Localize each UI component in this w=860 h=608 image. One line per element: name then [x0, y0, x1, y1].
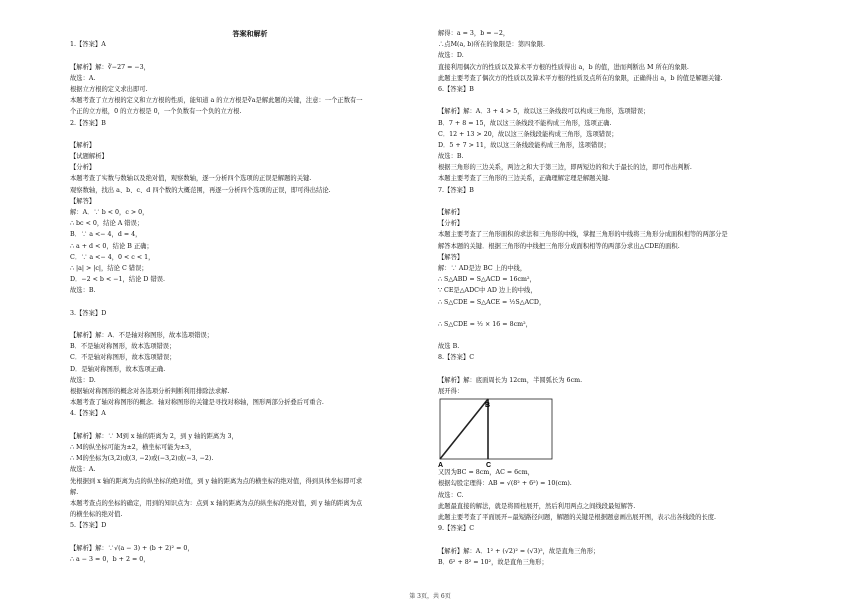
left-line: 【解析】解：A．不是轴对称图形，故本选项错误； — [70, 332, 214, 340]
left-line: 本题考查了轴对称图形的概念．轴对称图形的关键是寻找对称轴，图形两部分折叠后可重合. — [70, 399, 324, 407]
right_top-line — [438, 308, 810, 319]
left-line — [70, 420, 430, 431]
left-line: 【分析】 — [70, 164, 96, 172]
right_top-line: 【解析】解：A．3 + 4 > 5，故以这三条线段可以构成三角形，选项错误； — [438, 108, 650, 116]
right_bottom-line: 此题主要考查了平面展开−最短路径问题，解题的关键是根据题意画出展开图，表示出各线段的长度. — [438, 513, 717, 521]
point-label-a: A — [438, 462, 444, 468]
right_top-line: C．12 + 13 > 20，故以这三条线段能构成三角形，选项错误； — [438, 130, 618, 138]
right_top-line: 8.【答案】C — [438, 354, 475, 362]
right_top-line: ∵ CE是△ADC中 AD 边上的中线， — [438, 287, 537, 295]
right_bottom-line: 【解析】解：A．1² + (√2)² = (√3)²，故是直角三角形； — [438, 547, 600, 555]
left-line: ∴ a + d < 0，结论 B 正确； — [70, 242, 153, 250]
left-line: ∴ bc < 0，结论 A 错误； — [70, 220, 144, 228]
left-line: 观察数轴，找出 a、b、c、d 四个数的大概范围，再逐一分析四个选项的正误，即可得出结论. — [70, 186, 331, 194]
point-label-c: C — [486, 462, 492, 468]
right_bottom-line: 9.【答案】C — [438, 525, 475, 533]
right-column — [438, 28, 810, 568]
point-label-b: B — [485, 402, 491, 410]
right_top-line: 展开得： — [438, 388, 464, 395]
right_top-line: 【解答】 — [438, 253, 464, 261]
right_top-line — [438, 364, 810, 375]
right_top-line: 本题主要考查了三角形的三边关系，正确理解定理是解题关键. — [438, 175, 611, 183]
right_top-line: 【解析】解：底面周长为 12cm，半圆弧长为 6cm. — [438, 376, 583, 384]
left-line — [70, 129, 430, 140]
left-column — [70, 28, 430, 565]
unfold-segment-ab — [440, 399, 491, 459]
left-line: 先根据到 x 轴的距离为点的纵坐标的绝对值，到 y 轴的距离为点的横坐标的绝对值，得到具体坐标即可求 — [70, 477, 363, 485]
right_top-line: B．7 + 8 = 15，故以这三条线段不能构成三角形，选项正确. — [438, 119, 612, 127]
left-line — [70, 297, 430, 308]
left-line: 3.【答案】D — [70, 309, 107, 317]
left-line: 【解析】解：∵√(a − 3) + (b + 2)² = 0， — [70, 544, 194, 552]
left-line: 5.【答案】D — [70, 522, 107, 530]
left-line: 故选：A. — [70, 466, 96, 474]
unfolded-cylinder-figure — [438, 397, 558, 467]
left-line: 【解答】 — [70, 197, 96, 205]
left-line: 【解析】 — [70, 141, 96, 149]
unfold-rect-right — [488, 399, 552, 459]
left-line: 【试题解析】 — [70, 153, 108, 161]
right_top-line: 根据三角形的三边关系，两边之和大于第三边，即两短边的和大于最长的边，即可作出判断. — [438, 164, 692, 172]
right_top-line: ∴ S△CDE = ½ × 16 = 8cm²， — [438, 320, 532, 328]
right_top-line: 【分析】 — [438, 220, 464, 228]
left-line: 根据轴对称图形的概念对各选项分析判断利用排除法求解. — [70, 388, 230, 395]
left-line: 本题考查了实数与数轴以及绝对值，观察数轴，逐一分析四个选项的正误是解题的关键. — [70, 175, 312, 183]
left-line: 故选：B. — [70, 287, 96, 295]
right_top-line — [438, 330, 810, 341]
right_bottom-line: 又因为BC = 8cm，AC = 6cm， — [438, 469, 534, 477]
left-line: 1.【答案】A — [70, 41, 106, 49]
right_top-line: 故选 B. — [438, 343, 460, 351]
left-line: ∴ M的坐标为(3,2)或(3, −2)或(−3,2)或(−3, −2). — [70, 455, 214, 463]
left-line: 【解析】解：∛−27 = −3， — [70, 63, 150, 71]
left-line: 解：A．∵ b < 0，c > 0， — [70, 209, 149, 216]
left-line: 的横坐标的绝对值. — [70, 511, 123, 519]
right_top-line: 故选：D. — [438, 52, 464, 60]
left-line: 【解析】解：∵ M到 x 轴的距离为 2，到 y 轴的距离为 3， — [70, 432, 238, 440]
right_top-line: D．5 + 7 > 11，故以这三条线段能构成三角形，选项错误； — [438, 141, 610, 149]
right_top-line: 直接利用偶次方的性质以及算术平方根的性质得出 a，b 的值，进而判断出 M 所在的象限. — [438, 63, 689, 71]
left-line: ∴ |a| > |c|，结论 C 错误； — [70, 264, 148, 272]
right_top-line: ∴点M(a, b)所在的象限是：第四象限. — [438, 41, 546, 49]
right_bottom-line: 此题最直接的解法，就是将圆柱展开，然后利用两点之间线段最短解答. — [438, 502, 636, 510]
right_top-line: 7.【答案】B — [438, 186, 474, 194]
right_top-line: 解得：a = 3，b = −2， — [438, 30, 510, 37]
left-line: B．不是轴对称图形，故本选项错误； — [70, 343, 176, 351]
left-line: 本题考查点的坐标的确定，用到的知识点为：点到 x 轴的距离为点的纵坐标的绝对值，到 y 轴的距离为点 — [70, 499, 363, 507]
right_top-line: 解答本题的关键．根据三角形的中线把三角形分成面积相等的两部分求出△CDE的面积. — [438, 242, 680, 250]
left-line — [70, 531, 430, 542]
right_top-line: 【解析】 — [438, 209, 464, 216]
left-line: 故选：D. — [70, 376, 96, 384]
right_top-line: ∴ S△ABD = S△ACD = 16cm²， — [438, 276, 536, 284]
left-line — [70, 319, 430, 330]
left-line: 根据立方根的定义求出即可. — [70, 85, 148, 93]
right_bottom-line — [438, 534, 810, 545]
right_top-line: 本题主要考查了三角形面积的求法和三角形的中线，掌握三角形的中线将三角形分成面积相等的两部分是 — [438, 231, 728, 239]
left-line: ∴ a − 3 = 0，b + 2 = 0， — [70, 555, 150, 563]
left-line: D．是轴对称图形，故本选项正确. — [70, 365, 166, 373]
right_bottom-line: 故选：C. — [438, 491, 464, 499]
right_top-line: ∴ S△CDE = S△ACE = ½S△ACD， — [438, 298, 546, 306]
left-line — [70, 50, 430, 61]
left-line: 个正的立方根，0 的立方根是 0，一个负数有一个负的立方根. — [70, 108, 242, 116]
left-line: B．∵ a <− 4，d = 4， — [70, 231, 142, 239]
left-line: C．∵ a <− 4，0 < c < 1， — [70, 253, 155, 261]
left-line: 故选：A. — [70, 74, 96, 82]
right_bottom-line: 根据勾股定理得：AB = √(8² + 6²) = 10(cm). — [438, 480, 572, 488]
left-line: ∴ M的纵坐标可能为±2，横坐标可能为±3， — [70, 443, 196, 451]
right_top-line — [438, 95, 810, 106]
left-line: D．−2 < b < −1，结论 D 错误. — [70, 276, 166, 284]
left-line: 本题考查了立方根的定义和立方根的性质，能知道 a 的立方根是∛a是解此题的关键，注意：一个正数有一 — [70, 97, 363, 105]
right_top-line: 解：∵ AD是边 BC 上的中线， — [438, 264, 527, 272]
page-title: 答案和解析 — [232, 29, 268, 38]
left-line: 解. — [70, 488, 79, 496]
right_top-line: 故选：B. — [438, 153, 464, 161]
left-line: 2.【答案】B — [70, 119, 106, 127]
left-line: 4.【答案】A — [70, 410, 106, 418]
right_top-line: 6.【答案】B — [438, 85, 474, 93]
right_top-line: 此题主要考查了偶次方的性质以及算术平方根的性质及点所在的象限，正确得出 a，b 的值是解题关键. — [438, 74, 723, 82]
page-footer: 第 3页，共 6页 — [409, 593, 451, 600]
right_top-line — [438, 196, 810, 207]
left-line: C．不是轴对称图形，故本选项错误； — [70, 354, 176, 362]
right_bottom-line: B．6² + 8² = 10²，故是直角三角形； — [438, 558, 548, 566]
